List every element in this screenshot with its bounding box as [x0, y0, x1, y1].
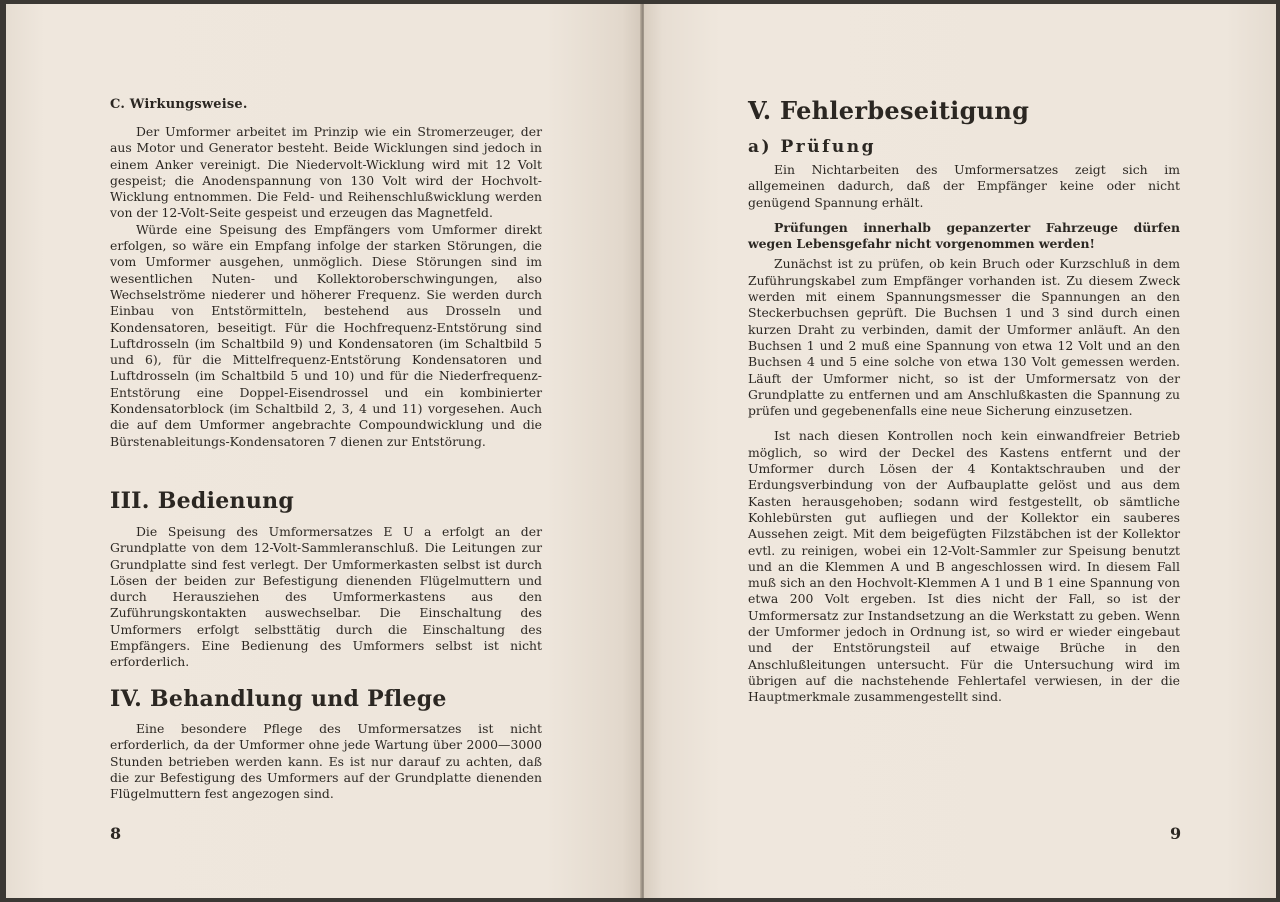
safety-warning: Prüfungen innerhalb gepanzerter Fahrzeuge dürfen wegen Lebensgefahr nicht vorgenommen werden! — [748, 219, 1180, 252]
section-3-heading: III. Bedienung — [110, 488, 295, 514]
section-3-body — [110, 524, 542, 671]
left-page — [6, 4, 641, 898]
section-c-paragraph-2: Würde eine Speisung des Empfängers vom Umformer direkt erfolgen, so wäre ein Empfang infolge der starken Störungen, die vom Umformer ausgehen, unmöglich. Diese Störungen sind im wesentlichen Nuten- und Kollektoroberschwingungen, also Wechselströme niederer und höherer Frequenz. Sie werden durch Einbau von Entstörmitteln, bestehend aus Drosseln und Kondensatoren, beseitigt. Für die Hochfrequenz-Entstörung sind Luftdrosseln (im Schaltbild 9) und Kondensatoren (im Schaltbild 5 und 6), für die Mittelfrequenz-Entstörung Kondensatoren und Luftdrosseln (im Schaltbild 5 und 10) und für die Niederfrequenz-Entstörung eine Doppel-Eisendrossel und ein kombinierter Kondensatorblock (im Schaltbild 2, 3, 4 und 11) vorgesehen. Auch die auf dem Umformer angebrachte Compoundwicklung und die Bürstenableitungs-Kondensatoren 7 dienen zur Entstörung. — [110, 221, 542, 449]
page-number-right: 9 — [1170, 824, 1182, 843]
section-5-body — [748, 162, 1180, 706]
page-number-left: 8 — [110, 824, 122, 843]
section-c-paragraph-1: Der Umformer arbeitet im Prinzip wie ein Stromerzeuger, der aus Motor und Generator besteht. Beide Wicklungen sind jedoch in einem Anker vereinigt. Die Niedervolt-Wicklung wird mit 12 Volt gespeist; die Anodenspannung von 130 Volt wird der Hochvolt-Wicklung entnommen. Die Feld- und Reihenschlußwicklung werden von der 12-Volt-Seite gespeist und erzeugen das Magnetfeld. — [110, 124, 542, 221]
right-page — [644, 4, 1276, 898]
section-4-body — [110, 721, 542, 802]
section-c-body — [110, 124, 542, 450]
section-c-heading: C. Wirkungsweise. — [110, 97, 248, 112]
section-4-heading: IV. Behandlung und Pflege — [110, 686, 447, 712]
checks-paragraph-1: Zunächst ist zu prüfen, ob kein Bruch oder Kurzschluß in dem Zuführungskabel zum Empfänger vorhanden ist. Zu diesem Zweck werden mit einem Spannungsmesser die Spannungen an den Steckerbuchsen geprüft. Die Buchsen 1 und 3 sind durch einen kurzen Draht zu verbinden, damit der Umformer anläuft. An den Buchsen 1 und 2 muß eine Spannung von etwa 12 Volt und an den Buchsen 4 und 5 eine solche von etwa 130 Volt gemessen werden. Läuft der Umformer nicht, so ist der Umformersatz von der Grundplatte zu entfernen und am Anschlußkasten die Spannung zu prüfen und gegebenenfalls eine neue Sicherung einzusetzen. — [748, 256, 1180, 419]
section-5-heading: V. Fehlerbeseitigung — [748, 96, 1030, 125]
section-3-paragraph: Die Speisung des Umformersatzes E U a erfolgt an der Grundplatte von dem 12-Volt-Sammleranschluß. Die Leitungen zur Grundplatte sind fest verlegt. Der Umformerkasten selbst ist durch Lösen der beiden zur Befestigung dienenden Flügelmuttern und durch Herausziehen des Umformerkastens aus den Zuführungskontakten auswechselbar. Die Einschaltung des Umformers erfolgt selbsttätig durch die Einschaltung des Empfängers. Eine Bedienung des Umformers selbst ist nicht erforderlich. — [110, 524, 542, 670]
intro-paragraph: Ein Nichtarbeiten des Umformersatzes zeigt sich im allgemeinen dadurch, daß der Empfänger keine oder nicht genügend Spannung erhält. — [748, 162, 1180, 210]
section-4-paragraph: Eine besondere Pflege des Umformersatzes ist nicht erforderlich, da der Umformer ohne jede Wartung über 2000—3000 Stunden betrieben werden kann. Es ist nur darauf zu achten, daß die zur Befestigung des Umformers auf der Grundplatte dienenden Flügelmuttern fest angezogen sind. — [110, 721, 542, 802]
checks-paragraph-2: Ist nach diesen Kontrollen noch kein einwandfreier Betrieb möglich, so wird der Deckel des Kastens entfernt und der Umformer durch Lösen der 4 Kontaktschrauben und der Erdungsverbindung von der Aufbauplatte gelöst und aus dem Kasten herausgehoben; sodann wird festgestellt, ob sämtliche Kohlebürsten gut aufliegen und der Kollektor ein sauberes Aussehen zeigt. Mit dem beigefügten Filzstäbchen ist der Kollektor evtl. zu reinigen, wobei ein 12-Volt-Sammler zur Speisung benutzt und an die Klemmen A und B angeschlossen wird. In diesem Fall muß sich an den Hochvolt-Klemmen A 1 und B 1 eine Spannung von etwa 200 Volt ergeben. Ist dies nicht der Fall, so ist der Umformersatz zur Instandsetzung an die Werkstatt zu geben. Wenn der Umformer jedoch in Ordnung ist, so wird er wieder eingebaut und der Entstörungsteil auf etwaige Brüche in den Anschlußleitungen untersucht. Für die Untersuchung wird im übrigen auf die nachstehende Fehlertafel verwiesen, in der die Hauptmerkmale zusammengestellt sind. — [748, 428, 1180, 705]
subsection-a-heading: a) Prüfung — [748, 137, 876, 157]
